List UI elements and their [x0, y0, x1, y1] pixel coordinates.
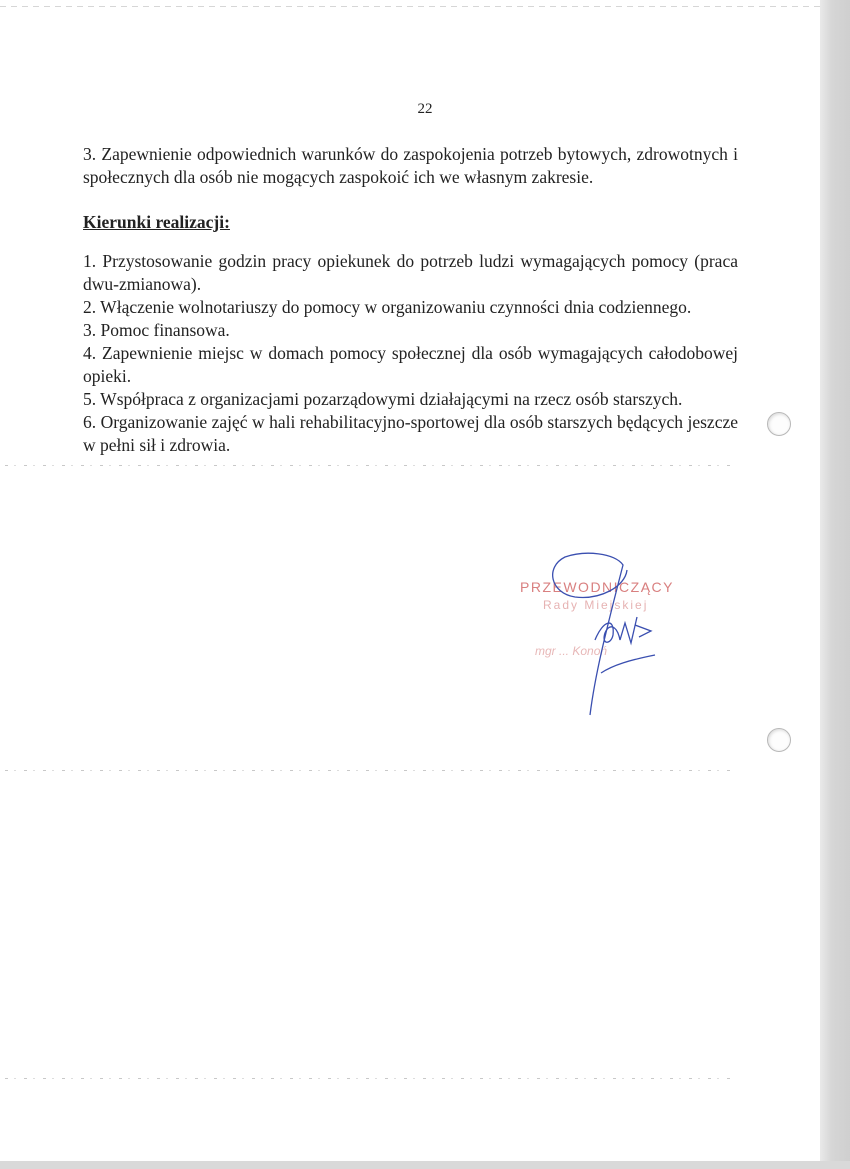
section-heading: Kierunki realizacji: — [83, 212, 230, 232]
scan-noise-line — [5, 1078, 735, 1079]
stamp-line-2: Rady Miejskiej — [543, 598, 649, 612]
goal-paragraph: 3. Zapewnienie odpowiednich warunków do zaspokojenia potrzeb bytowych, zdrowotnych i społecznych dla osób nie mogących zaspokoić ich we własnym zakresie. — [83, 144, 738, 187]
page-number: 22 — [417, 101, 433, 117]
scan-noise-line — [5, 465, 735, 466]
official-stamp-with-signature — [505, 545, 705, 725]
document-body — [83, 143, 738, 457]
list-item: 2. Włączenie wolnotariuszy do pomocy w organizowaniu czynności dnia codziennego. — [83, 297, 692, 317]
scan-top-line — [0, 6, 820, 7]
directions-list — [83, 250, 738, 457]
stamp-line-1: PRZEWODNICZĄCY — [520, 579, 674, 595]
list-item: 3. Pomoc finansowa. — [83, 320, 230, 340]
list-item: 4. Zapewnienie miejsc w domach pomocy społecznej dla osób wymagających całodobowej opieki. — [83, 343, 738, 386]
stamp-line-3: mgr ... Konoń — [535, 644, 608, 658]
scan-noise-line — [5, 770, 735, 771]
list-item: 1. Przystosowanie godzin pracy opiekunek do potrzeb ludzi wymagających pomocy (praca dwu-zmianowa). — [83, 251, 738, 294]
scan-bottom-edge — [0, 1161, 850, 1169]
punch-hole — [767, 412, 791, 436]
list-item: 6. Organizowanie zajęć w hali rehabilitacyjno-sportowej dla osób starszych będących jeszcze w pełni sił i zdrowia. — [83, 412, 738, 455]
handwritten-signature — [553, 553, 655, 715]
list-item: 5. Współpraca z organizacjami pozarządowymi działającymi na rzecz osób starszych. — [83, 389, 683, 409]
scan-edge — [820, 0, 850, 1169]
punch-hole — [767, 728, 791, 752]
